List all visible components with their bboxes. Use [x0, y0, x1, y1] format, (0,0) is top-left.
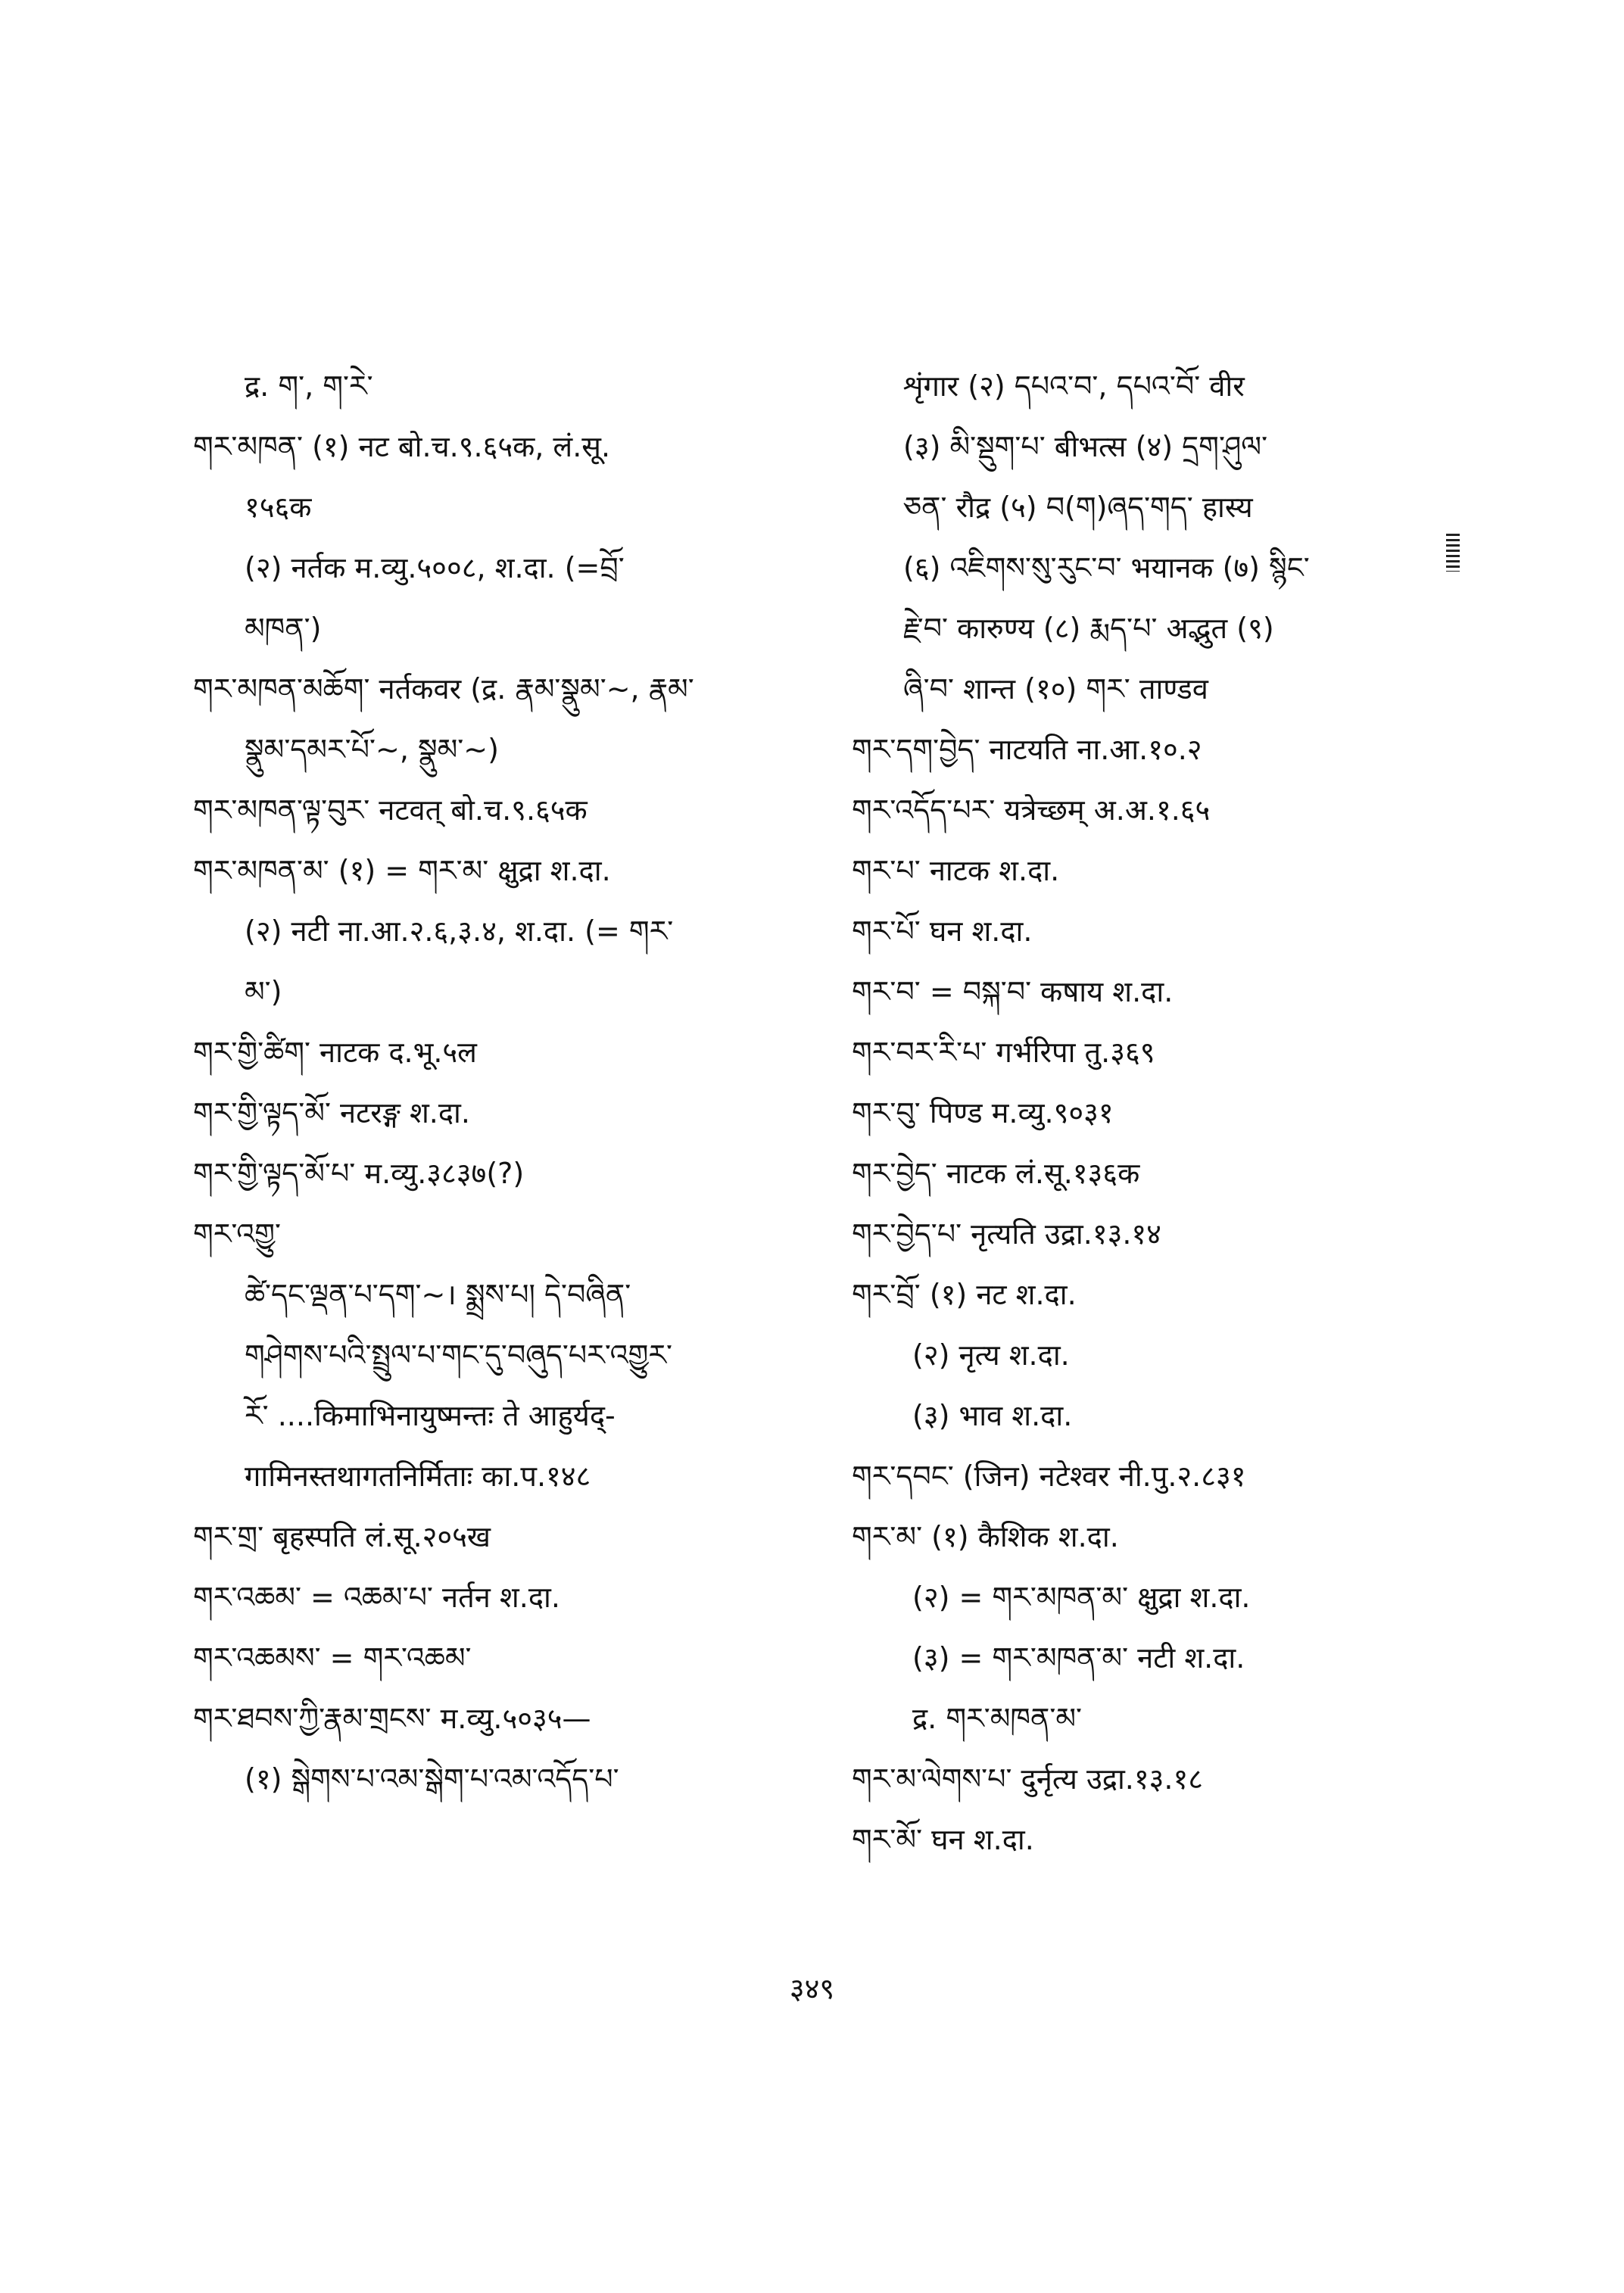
- dictionary-line: (२) नर्तक म.व्यु.५००८, श.दा. (=བྲོ་: [245, 551, 625, 584]
- dictionary-line: གར་གྲ་ बृहस्पति लं.सू.२०५ख: [193, 1520, 491, 1553]
- page-number: ३४९: [789, 1972, 835, 2005]
- dictionary-line: གར་བྱེད་ नाटक लं.सू.१३६क: [852, 1157, 1140, 1190]
- dictionary-line: གར་ཐབས་ཀྱི་རྣམ་གྲངས་ म.व्यु.५०३५—: [193, 1702, 591, 1735]
- dictionary-line: གར་འཆམ་ = འཆམ་པ་ नर्तन श.दा.: [193, 1581, 560, 1614]
- dictionary-line: གར་གྱི་ལྟད་མོ་པ་ म.व्यु.३८३७(?): [193, 1157, 525, 1190]
- dictionary-line: མཁན་): [245, 612, 322, 645]
- dictionary-line: གར་གྱི་ལྟད་མོ་ नटरङ्ग श.दा.: [193, 1096, 470, 1129]
- dictionary-line: རོ་ ....किमाभिनायुष्मन्तः ते आहुर्यद्-: [245, 1399, 616, 1432]
- dictionary-line: གཤེགས་པའི་སྤྲུལ་པ་གང་དུ་བཞུད་པར་འགྱུར་: [245, 1338, 673, 1372]
- dictionary-line: གར་བྱེད་པ་ नृत्यति उद्रा.१३.१४: [852, 1217, 1161, 1251]
- dictionary-line: གར་བར་རི་པ་ गर्भरिपा तु.३६९: [852, 1036, 1155, 1069]
- dictionary-line: གར་འགྱུ་: [193, 1217, 281, 1251]
- dictionary-line: (३) भाव श.दा.: [912, 1399, 1073, 1432]
- dictionary-line: གར་མཁན་མཆོག་ नर्तकवर (द्र. རྣམ་སྣུམ་~, རྣམ་: [193, 672, 694, 706]
- dictionary-line: (१) སྒེགས་པ་འམ་སྒེག་པ་འམ་འདོད་པ་: [245, 1762, 619, 1796]
- dictionary-line: གར་འདོད་པར་ यत्रेच्छम् अ.अ.१.६५: [852, 793, 1211, 827]
- dictionary-line: (३) = གར་མཁན་མ་ नटी श.दा.: [912, 1641, 1245, 1675]
- dictionary-line: གར་གྱི་ཚིག་ नाटक द.भू.५ल: [193, 1036, 477, 1069]
- dictionary-line: གར་མོ་ घन श.दा.: [852, 1823, 1034, 1856]
- dictionary-line: གར་བྲོ་ (१) नट श.दा.: [852, 1278, 1077, 1311]
- dictionary-line: द्र. ག་, ག་རེ་: [245, 369, 373, 403]
- dictionary-line: གར་མཁན་ལྟ་བུར་ नटवत् बो.च.९.६५क: [193, 793, 588, 827]
- dictionary-line: (२) नृत्य श.दा.: [912, 1338, 1070, 1372]
- dictionary-line: (२) = གར་མཁན་མ་ क्षुद्रा श.दा.: [912, 1581, 1251, 1614]
- dictionary-line: གར་མ་ལེགས་པ་ दुर्नृत्य उद्रा.१३.१८: [852, 1762, 1203, 1796]
- dictionary-line: (२) नटी ना.आ.२.६,३.४, श.दा. (= གར་: [245, 914, 674, 948]
- dictionary-line: གར་མཁན་ (१) नट बो.च.९.६५क, लं.सू.: [193, 430, 611, 463]
- dictionary-line: གར་མ་ (१) कैशिक श.दा.: [852, 1520, 1119, 1553]
- dictionary-line: རྗེ་བ་ कारुण्य (८) རྨད་པ་ अद्भुत (९): [903, 612, 1274, 645]
- dictionary-line: गामिनस्तथागतनिर्मिताः का.प.१४८: [245, 1460, 591, 1493]
- left-column: [193, 356, 791, 1809]
- dictionary-line: གར་མཁན་མ་ (१) = གར་མ་ क्षुद्रा श.दा.: [193, 854, 611, 887]
- dictionary-line: ཅན་ रौद्र (५) བ(ག)ཞད་གད་ हास्य: [903, 491, 1253, 524]
- dictionary-line: १५६क: [245, 491, 312, 524]
- dictionary-line: གར་བུ་ पिण्ड म.व्यु.९०३१: [852, 1096, 1114, 1129]
- dictionary-line: གར་འཆམས་ = གར་འཆམ་: [193, 1641, 472, 1675]
- dictionary-line: द्र. གར་མཁན་མ་: [912, 1702, 1083, 1735]
- dictionary-line: (३) མི་སྡུག་པ་ बीभत्स (४) དྲག་ཤུལ་: [903, 430, 1268, 463]
- dictionary-line: གར་པོ་ घन श.दा.: [852, 914, 1033, 948]
- dictionary-line: མ་): [245, 975, 282, 1008]
- dictionary-line: ཚེ་དང་ལྡན་པ་དག་~। སྨྲས་པ། དེ་བཞིན་: [245, 1278, 631, 1311]
- right-column: [852, 356, 1442, 1870]
- dictionary-line: སྣུམ་དམར་པོ་~, སྣུམ་~): [245, 733, 499, 766]
- dictionary-line: གར་དག་བྱེད་ नाटयति ना.आ.१०.२: [852, 733, 1202, 766]
- dictionary-line: ཞི་བ་ शान्त (१०) གར་ ताण्डव: [903, 672, 1208, 706]
- dictionary-line: शृंगार (२) དཔའ་བ་, དཔའ་བོ་ वीर: [903, 369, 1245, 403]
- dictionary-line: གར་པ་ नाटक श.दा.: [852, 854, 1060, 887]
- dictionary-line: གར་དབང་ (जिन) नटेश्वर नी.पु.२.८३१: [852, 1460, 1246, 1493]
- margin-mark: [1446, 534, 1460, 572]
- dictionary-line: གར་བ་ = བསྐ་བ་ कषाय श.दा.: [852, 975, 1174, 1008]
- dictionary-line: (६) འཇིགས་སུ་རུང་བ་ भयानक (७) སྙིང་: [903, 551, 1310, 584]
